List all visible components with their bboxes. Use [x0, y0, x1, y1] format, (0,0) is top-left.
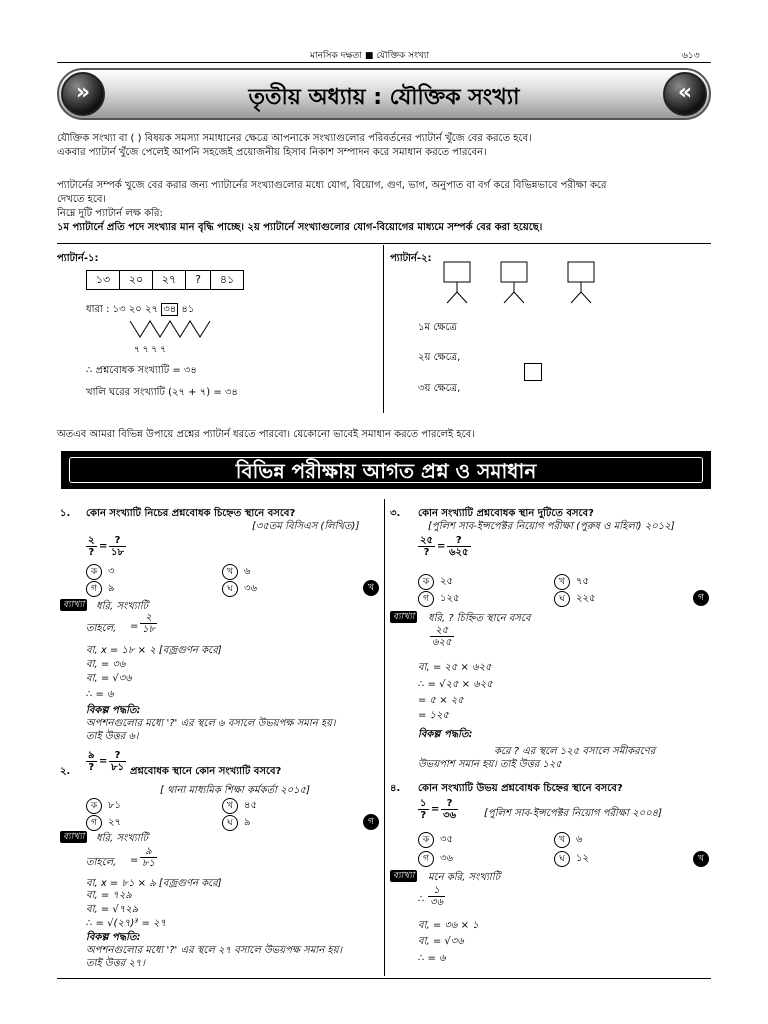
q4-option[interactable] [554, 851, 589, 868]
q2-exp-3: বা, x = ৮১ × ৯ [বজ্রগুণন করে] [86, 878, 222, 889]
q3-alt-title: বিকল্প পদ্ধতি: [418, 729, 473, 740]
q4-exp-3: বা, = ৩৬ × ১ [418, 920, 479, 931]
pattern1-result-1: ∴ প্রশ্নবোধক সংখ্যাটি = ৩৪ [86, 365, 197, 376]
pattern2-case-3: ৩য় ক্ষেত্রে, [418, 383, 461, 394]
pattern1-cell: ২৭ [152, 270, 186, 290]
q2-equals: = [99, 756, 108, 767]
q4-option-letter: ক [418, 832, 434, 848]
q4-exp-2-pre: ∴ [418, 894, 425, 905]
q3-fraction-right [447, 535, 471, 558]
q2-exp2-num: ৯ [140, 846, 157, 858]
q3-option[interactable] [554, 591, 596, 608]
q1-fraction-left [86, 535, 97, 558]
q1-equals: = [99, 541, 108, 552]
q3-option-letter: ঘ [554, 591, 570, 607]
q2-fraction-right [109, 750, 126, 773]
q2-f2-num: ? [109, 750, 126, 762]
q2-option-value: ৯ [244, 817, 251, 828]
q3-f2-den: ৬২৫ [449, 547, 469, 558]
q3-option[interactable] [418, 591, 459, 608]
footer-rule [57, 978, 711, 979]
q4-source: [পুলিশ সাব-ইন্সপেক্টর নিয়োগ পরীক্ষা ২০০৪] [484, 808, 662, 819]
q1-option-letter: গ [86, 581, 102, 597]
q1-source: [৩৫তম বিসিএস (লিখিত)] [252, 521, 360, 532]
q4-number: ৪. [390, 783, 401, 794]
q3-option-value: ১২৫ [440, 593, 460, 604]
q1-option-value: ৩ [108, 566, 115, 577]
q4-option-value: ৬ [576, 834, 583, 845]
pattern2-label: প্যাটার্ন-২: [390, 253, 432, 264]
q3-exp-5: = ৫ × ২৫ [418, 695, 464, 706]
pattern1-series [86, 302, 194, 319]
q1-exp-5: বা, = √৩৬ [86, 673, 132, 684]
q4-exp-5: ∴ = ৬ [418, 953, 446, 964]
q2-exp2-den: ৮১ [142, 858, 155, 869]
q3-exp2-num: ২৫ [430, 625, 454, 637]
q3-option[interactable] [554, 574, 589, 591]
q2-option-letter: খ [222, 798, 238, 814]
q3-option[interactable] [418, 574, 453, 591]
q3-option-value: ২৫ [440, 576, 453, 587]
q3-alt-1: করে ? এর স্থলে ১২৫ বসালে সমীকরণের [494, 746, 656, 757]
q1-alt-1: অপশনগুলোর মধ্যে '?' এর স্থলে ৬ বসালে উভয়পক্ষ সমান হয়। [86, 718, 336, 729]
q4-option-value: ৩৬ [440, 853, 454, 864]
q3-exp2-den: ৬২৫ [432, 637, 452, 648]
q2-alt-2: তাই উত্তর ২৭। [86, 958, 145, 969]
q1-f2-num: ? [109, 535, 126, 547]
q1-exp-1: ধরি, সংখ্যাটি [96, 601, 148, 612]
intro-line-5: নিম্নে দুটি প্যাটার্ন লক্ষ করি: [57, 208, 163, 219]
q3-alt-2: উভয়পাশ সমান হয়। তাই উত্তর ১২৫ [418, 759, 562, 770]
q2-f2-den: ৮১ [111, 762, 124, 773]
q1-option-value: ৬ [244, 566, 251, 577]
pattern1-cell: ১৩ [86, 270, 120, 290]
pattern1-series-boxed: ৩৪ [163, 304, 177, 315]
pattern1-cell: ? [185, 270, 211, 290]
q1-answer-badge: খ [363, 580, 379, 596]
q3-option-letter: ক [418, 574, 434, 590]
pattern1-result-2: খালি ঘরের সংখ্যাটি (২৭ + ৭) = ৩৪ [86, 387, 238, 398]
q2-text: প্রশ্নবোধক স্থানে কোন সংখ্যাটি বসবে? [130, 766, 282, 777]
q2-number: ২. [60, 766, 71, 777]
section-title: বিভিন্ন পরীক্ষায় আগত প্রশ্ন ও সমাধান [69, 457, 703, 483]
page-number: ৬১৩ [682, 51, 700, 61]
q3-fraction-left [418, 535, 435, 558]
pattern-top-rule [57, 243, 711, 244]
q2-exp-1: ধরি, সংখ্যাটি [96, 833, 148, 844]
q2-exp-4: বা, = ৭২৯ [86, 890, 132, 901]
q1-number: ১. [60, 508, 71, 519]
q3-option-value: ৭৫ [576, 576, 589, 587]
q1-text: কোন সংখ্যাটি নিচের প্রশ্নবোধক চিহ্নেত স্থানে বসবে? [86, 508, 296, 519]
q1-option[interactable] [86, 581, 115, 598]
q4-option-letter: ঘ [554, 851, 570, 867]
q4-f2-num: ? [441, 798, 458, 810]
q1-exp2-num: ২ [140, 612, 157, 624]
q2-exp-6: ∴ = √(২৭)³ = ২৭ [86, 918, 167, 929]
q1-fraction-right [109, 535, 126, 558]
q3-option-value: ২২৫ [576, 593, 596, 604]
q2-explanation-tag: ব্যাখ্যা [60, 831, 87, 843]
q1-option-letter: ঘ [222, 581, 238, 597]
q3-exp-4: ∴ = √২৫ × ৬২৫ [418, 679, 493, 690]
running-title: মানসিক দক্ষতা ■ যৌক্তিক সংখ্যা [310, 51, 430, 61]
q4-fraction-left [418, 798, 429, 821]
q4-text: কোন সংখ্যাটি উভয় প্রশ্নবোধক চিহ্নের স্থানে বসবে? [418, 783, 623, 794]
q4-option-value: ৩৫ [440, 834, 453, 845]
q3-f2-num: ? [447, 535, 471, 547]
q1-exp-2-pre: তাহলে, [86, 623, 117, 634]
q1-f1-den: ? [88, 547, 95, 558]
section-banner [61, 451, 711, 489]
q4-exp-4: বা, = √৩৬ [418, 936, 464, 947]
q3-exp-1: ধরি, ? চিহ্নিত স্থানে বসবে [428, 613, 531, 624]
q2-option-letter: ঘ [222, 815, 238, 831]
q1-option-letter: ক [86, 564, 102, 580]
pattern2-case-1: ১ম ক্ষেত্রে [418, 322, 457, 333]
q4-option-letter: গ [418, 851, 434, 867]
q4-exp2-den: ৩৬ [430, 897, 444, 908]
q1-explanation-tag: ব্যাখ্যা [60, 599, 87, 611]
q4-f1-den: ? [420, 810, 427, 821]
q2-exp-2-eq: = [130, 855, 139, 866]
pattern2-figures [438, 261, 598, 307]
intro-line-4: দেখতে হবে। [57, 194, 106, 205]
q1-f1-num: ২ [88, 535, 95, 546]
q4-exp-1: মনে করি, সংখ্যাটি [428, 872, 501, 883]
q1-exp-3: বা, x = ১৮ × ২ [বজ্রগুণন করে] [86, 645, 222, 656]
q3-text: কোন সংখ্যাটি প্রশ্নবোধক স্থান দুটিতে বসবে? [418, 508, 594, 519]
q2-option[interactable] [222, 798, 257, 815]
q1-option[interactable] [222, 581, 257, 598]
q2-source: [ থানা মাধ্যমিক শিক্ষা কর্মকর্তা ২০১৫] [160, 785, 311, 796]
q3-explanation-tag: ব্যাখ্যা [390, 611, 417, 623]
q4-option[interactable] [418, 851, 453, 868]
q2-option[interactable] [222, 815, 251, 832]
q2-f1-den: ? [88, 762, 95, 773]
column-divider [384, 499, 385, 976]
q1-f2-den: ১৮ [111, 547, 124, 558]
q4-answer-badge: খ [693, 851, 709, 867]
rewind-icon: « [663, 72, 707, 116]
fast-forward-icon: » [61, 72, 105, 116]
q2-exp-2-pre: তাহলে, [86, 857, 117, 868]
q4-equals: = [431, 804, 440, 815]
q1-option-value: ৯ [108, 583, 115, 594]
header-rule [57, 62, 711, 63]
q1-alt-title: বিকল্প পদ্ধতি: [86, 705, 141, 716]
intro-line-1: যৌক্তিক সংখ্যা বা ( ) বিষয়ক সমস্যা সমাধানের ক্ষেত্রে আপনাকে সংখ্যাগুলোর পরিবর্তনের প্যাটার্ন খুঁজে বের করতে হবে। [57, 133, 532, 144]
q4-option-value: ১২ [576, 853, 589, 864]
pattern1-diff-arrows [128, 319, 218, 341]
chapter-banner [57, 68, 711, 120]
q3-number: ৩. [390, 508, 401, 519]
q1-exp-4: বা, = ৩৬ [86, 659, 126, 670]
pattern2-case-2: ২য় ক্ষেত্রে, [418, 352, 461, 363]
q3-option-letter: খ [554, 574, 570, 590]
q3-equals: = [437, 541, 446, 552]
q1-option[interactable] [222, 564, 251, 581]
q3-exp-2-fraction [430, 625, 454, 648]
pattern1-diffs: ৭ ৭ ৭ ৭ [134, 345, 166, 355]
q4-fraction-right [441, 798, 458, 821]
q2-option-letter: গ [86, 815, 102, 831]
q2-option-value: ৮১ [108, 800, 121, 811]
q3-exp-6: = ১২৫ [418, 710, 450, 721]
q3-source: [পুলিশ সাব-ইন্সপেক্টর নিয়োগ পরীক্ষা (পুরুষ ও মহিলা) ২০১২] [428, 521, 675, 532]
q1-exp-2-eq: = [130, 621, 139, 632]
pattern-divider [383, 245, 384, 413]
intro-line-2: একবার প্যাটার্ন খুঁজে পেলেই আপনি সহজেই প্রয়োজনীয় হিসাব নিকাশ সম্পাদন করে সমাধান করতে পারবেন। [57, 147, 487, 158]
q3-answer-badge: গ [693, 590, 709, 606]
conclusion-text: অতএব আমরা বিভিন্ন উপায়ে প্রশ্নের প্যাটার্ন ধরতে পারবো। যেকোনো ভাবেই সমাধান করতে পারলেই হবে। [57, 429, 475, 440]
pattern2-answer-box [524, 363, 542, 381]
q4-option[interactable] [554, 832, 583, 849]
q4-option-letter: খ [554, 832, 570, 848]
q3-option-letter: গ [418, 591, 434, 607]
q1-exp2-den: ১৮ [142, 624, 155, 635]
pattern1-cell: ৪১ [210, 270, 244, 290]
q2-alt-1: অপশনগুলোর মধ্যে '?' এর স্থলে ২৭ বসালে উভয়পক্ষ সমান হয়। [86, 945, 343, 956]
q2-answer-badge: গ [363, 814, 379, 830]
q2-option[interactable] [86, 815, 121, 832]
q2-option-value: ৪৫ [244, 800, 257, 811]
intro-line-3: প্যাটার্নের সম্পর্ক খুজে বের করার জন্য প্যাটার্নের সংখ্যাগুলোর মধ্যে যোগ, বিয়োগ, গুণ, ভাগ, অনুপাত বা বর্গ করে বিভিন্নভাবে পরীক্ষা করে [57, 180, 607, 191]
q3-exp-3: বা, = ২৫ × ৬২৫ [418, 662, 492, 673]
q2-exp-5: বা, = √৭২৯ [86, 904, 139, 915]
q4-exp-2-fraction [428, 885, 445, 908]
q1-exp-6: ∴ = ৬ [86, 689, 114, 700]
q1-option-value: ৩৬ [244, 583, 258, 594]
q2-option-letter: ক [86, 798, 102, 814]
q4-explanation-tag: ব্যাখ্যা [390, 870, 417, 882]
chapter-title: তৃতীয় অধ্যায় : যৌক্তিক সংখ্যা [248, 85, 520, 110]
q2-f1-num: ৯ [88, 750, 95, 761]
intro-line-6: ১ম প্যাটার্নে প্রতি পদে সংখ্যার মান বৃদ্ধি পাচ্ছে। ২য় প্যাটার্নে সংখ্যাগুলোর যোগ-বিয়োগের মাধ্যমে সম্পর্ক বের করা হয়েছে। [57, 222, 543, 233]
q4-exp2-num: ১ [428, 885, 445, 897]
pattern1-cell: ২০ [119, 270, 153, 290]
q4-option[interactable] [418, 832, 453, 849]
pattern1-series-suffix: ৪১ [181, 304, 195, 315]
q4-f1-num: ১ [420, 798, 427, 809]
q1-option-letter: খ [222, 564, 238, 580]
q1-alt-2: তাই উত্তর ৬। [86, 731, 139, 742]
q4-f2-den: ৩৬ [443, 810, 457, 821]
q3-f1-den: ? [423, 547, 430, 558]
q1-option[interactable] [86, 564, 115, 581]
q2-option[interactable] [86, 798, 121, 815]
q2-fraction-left [86, 750, 97, 773]
pattern1-series-prefix: ধারা : ১৩ ২০ ২৭ [86, 304, 158, 315]
q3-f1-num: ২৫ [420, 535, 433, 546]
q2-option-value: ২৭ [108, 817, 122, 828]
q1-exp-2-fraction [140, 612, 157, 635]
q2-exp-2-fraction [140, 846, 157, 869]
pattern1-label: প্যাটার্ন-১: [57, 253, 99, 264]
q2-alt-title: বিকল্প পদ্ধতি: [86, 932, 141, 943]
